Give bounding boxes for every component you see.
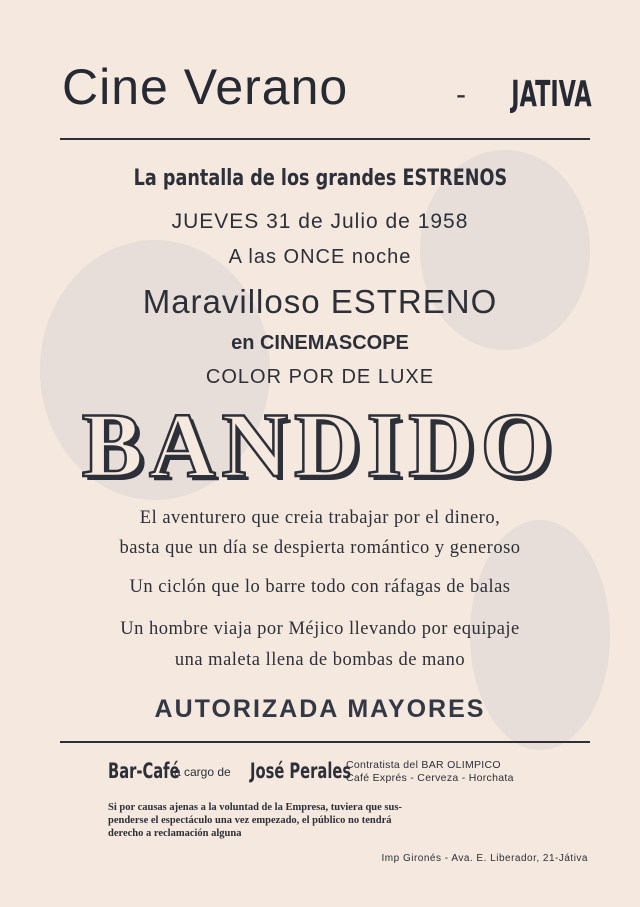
- show-date: JUEVES 31 de Julio de 1958: [171, 210, 469, 233]
- description-line: una maleta llena de bombas de mano: [174, 650, 466, 670]
- printer-credit: Imp Gironés - Ava. E. Liberador, 21-Játiva: [381, 853, 588, 864]
- description-line: Un hombre viaja por Méjico llevando por equipaje: [120, 619, 520, 639]
- bar-advert: [108, 757, 538, 793]
- cinema-name: Cine Verano: [62, 59, 349, 115]
- notice-line: penderse el espectáculo una vez empezado, el público no tendrá: [108, 815, 392, 826]
- bar-details: [346, 759, 514, 785]
- description-line: El aventurero que creia trabajar por el dinero,: [139, 508, 501, 528]
- bar-details-line: Café Exprés - Cerveza - Horchata: [346, 772, 514, 784]
- show-time: A las ONCE noche: [228, 246, 412, 268]
- age-rating: AUTORIZADA MAYORES: [154, 695, 486, 723]
- header-separator: -: [456, 78, 466, 111]
- bar-owner-prefix: a cargo de: [174, 765, 231, 779]
- tagline-text: La pantalla de los grandes ESTRENOS: [133, 166, 507, 191]
- bar-details-line: Contratista del BAR OLIMPICO: [346, 759, 501, 771]
- bar-name: Bar-Café: [108, 759, 180, 783]
- premiere-headline: Maravilloso ESTRENO: [142, 283, 498, 320]
- film-title: BANDIDO: [81, 394, 559, 496]
- cinema-city: JATIVA: [511, 74, 592, 115]
- bar-owner: José Perales: [250, 759, 352, 783]
- bottom-rule: [60, 741, 590, 743]
- top-rule: [60, 138, 590, 140]
- format-label: en CINEMASCOPE: [231, 332, 409, 354]
- tagline: [0, 166, 640, 191]
- notice-line: Si por causas ajenas a la voluntad de la Empresa, tuviera que sus-: [108, 802, 402, 813]
- description-line: basta que un día se despierta romántico y generoso: [119, 538, 521, 558]
- notice-line: derecho a reclamación alguna: [108, 828, 242, 839]
- color-label: COLOR POR DE LUXE: [205, 366, 435, 388]
- management-notice: [108, 801, 548, 840]
- cinema-header: [62, 58, 592, 138]
- description-line: Un ciclón que lo barre todo con ráfagas de balas: [129, 577, 511, 597]
